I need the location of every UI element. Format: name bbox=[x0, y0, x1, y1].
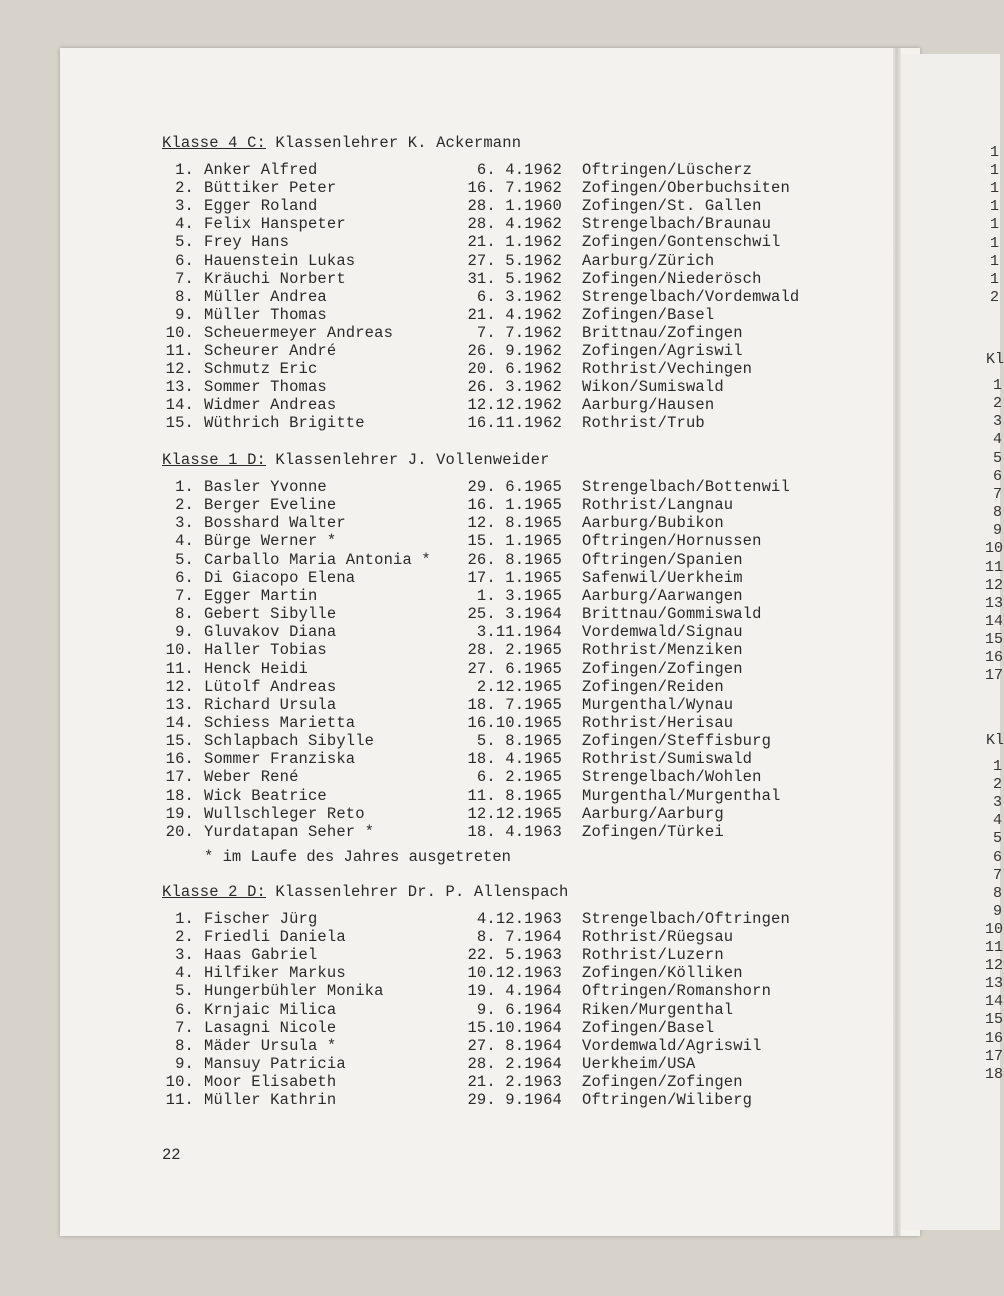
right-page-fragment: 2 bbox=[993, 395, 1003, 413]
student-row bbox=[0, 270, 1000, 288]
birth-date: 28. 1.1960 bbox=[467, 197, 562, 216]
student-number: 8. bbox=[175, 1036, 194, 1055]
residence-origin: Zofingen/Kölliken bbox=[582, 964, 743, 983]
student-row bbox=[0, 478, 1000, 496]
birth-date: 18. 4.1965 bbox=[467, 750, 562, 769]
section-header bbox=[162, 134, 521, 152]
residence-origin: Rothrist/Rüegsau bbox=[582, 928, 734, 947]
right-page-fragment: 1 bbox=[990, 270, 1000, 288]
page-number: 22 bbox=[162, 1146, 181, 1164]
student-row bbox=[0, 714, 1000, 732]
student-number: 13. bbox=[165, 695, 194, 714]
residence-origin: Zofingen/St. Gallen bbox=[582, 197, 762, 216]
student-name: Di Giacopo Elena bbox=[204, 568, 356, 587]
student-name: Weber René bbox=[204, 768, 299, 787]
birth-date: 17. 1.1965 bbox=[467, 568, 562, 587]
right-page-fragment: 18 bbox=[985, 1065, 1004, 1083]
birth-date: 18. 4.1963 bbox=[467, 822, 562, 841]
student-row bbox=[0, 623, 1000, 641]
student-name: Hauenstein Lukas bbox=[204, 251, 356, 270]
right-page-fragment: 17 bbox=[985, 667, 1004, 685]
student-row bbox=[0, 360, 1000, 378]
student-row bbox=[0, 928, 1000, 946]
student-row bbox=[0, 946, 1000, 964]
birth-date: 16. 1.1965 bbox=[467, 496, 562, 515]
right-page-fragment: 7 bbox=[993, 485, 1003, 503]
residence-origin: Zofingen/Gontenschwil bbox=[582, 233, 781, 252]
birth-date: 26. 9.1962 bbox=[467, 342, 562, 360]
student-name: Wullschleger Reto bbox=[204, 804, 365, 823]
student-name: Egger Martin bbox=[204, 586, 318, 605]
student-number: 13. bbox=[165, 378, 194, 397]
birth-date: 15. 1.1965 bbox=[467, 532, 562, 551]
right-page-fragment: 5 bbox=[993, 449, 1003, 467]
student-row bbox=[0, 732, 1000, 750]
right-page-fragment: 4 bbox=[993, 812, 1003, 830]
birth-date: 8. 7.1964 bbox=[476, 928, 562, 947]
student-name: Carballo Maria Antonia * bbox=[204, 550, 431, 569]
student-number: 19. bbox=[165, 804, 194, 823]
birth-date: 6. 2.1965 bbox=[476, 768, 562, 787]
right-page-fragment: 10 bbox=[985, 540, 1004, 558]
class-teacher: Klassenlehrer K. Ackermann bbox=[275, 134, 522, 152]
birth-date: 26. 8.1965 bbox=[467, 550, 562, 569]
student-name: Yurdatapan Seher * bbox=[204, 822, 375, 841]
student-name: Haller Tobias bbox=[204, 641, 327, 660]
student-number: 7. bbox=[175, 1018, 194, 1037]
residence-origin: Zofingen/Steffisburg bbox=[582, 732, 772, 751]
student-name: Schmutz Eric bbox=[204, 360, 318, 379]
student-number: 16. bbox=[165, 750, 194, 769]
birth-date: 6. 4.1962 bbox=[476, 161, 562, 179]
student-name: Mansuy Patricia bbox=[204, 1054, 346, 1073]
birth-date: 21. 2.1963 bbox=[467, 1072, 562, 1091]
student-name: Widmer Andreas bbox=[204, 396, 337, 415]
student-number: 18. bbox=[165, 786, 194, 805]
residence-origin: Oftringen/Lüscherz bbox=[582, 161, 753, 179]
residence-origin: Aarburg/Aarburg bbox=[582, 804, 724, 823]
student-name: Haas Gabriel bbox=[204, 946, 318, 965]
student-name: Mäder Ursula * bbox=[204, 1036, 337, 1055]
student-name: Scheuermeyer Andreas bbox=[204, 323, 394, 342]
student-number: 4. bbox=[175, 964, 194, 983]
student-name: Müller Kathrin bbox=[204, 1091, 337, 1109]
student-number: 3. bbox=[175, 946, 194, 965]
student-number: 7. bbox=[175, 586, 194, 605]
student-row bbox=[0, 1037, 1000, 1055]
student-name: Basler Yvonne bbox=[204, 478, 327, 496]
residence-origin: Rothrist/Luzern bbox=[582, 946, 724, 965]
student-number: 11. bbox=[165, 342, 194, 360]
student-number: 20. bbox=[165, 822, 194, 841]
residence-origin: Rothrist/Vechingen bbox=[582, 360, 753, 379]
right-page-fragment: 9 bbox=[993, 522, 1003, 540]
student-row bbox=[0, 324, 1000, 342]
birth-date: 4.12.1963 bbox=[476, 910, 562, 928]
birth-date: 28. 2.1965 bbox=[467, 641, 562, 660]
birth-date: 21. 4.1962 bbox=[467, 305, 562, 324]
right-page-fragment: 2 bbox=[990, 288, 1000, 306]
right-page-fragment: 1 bbox=[990, 234, 1000, 252]
birth-date: 28. 4.1962 bbox=[467, 215, 562, 234]
right-page-fragment: Kl bbox=[986, 732, 1004, 749]
residence-origin: Strengelbach/Wohlen bbox=[582, 768, 762, 787]
student-number: 12. bbox=[165, 677, 194, 696]
right-page-fragment: 5 bbox=[993, 830, 1003, 848]
residence-origin: Riken/Murgenthal bbox=[582, 1000, 734, 1019]
right-page-fragment: Kl bbox=[986, 351, 1004, 368]
birth-date: 6. 3.1962 bbox=[476, 287, 562, 306]
student-number: 5. bbox=[175, 550, 194, 569]
birth-date: 12.12.1965 bbox=[467, 804, 562, 823]
right-page-fragment: 16 bbox=[985, 1029, 1004, 1047]
right-page-fragment: 11 bbox=[985, 939, 1004, 956]
right-page-fragment: 1 bbox=[990, 252, 1000, 270]
right-page-fragment: 3 bbox=[993, 794, 1003, 812]
student-row bbox=[0, 641, 1000, 659]
student-row bbox=[0, 750, 1000, 768]
residence-origin: Zofingen/Agriswil bbox=[582, 342, 743, 360]
right-page-fragment: 14 bbox=[985, 993, 1004, 1011]
right-page-fragment: 2 bbox=[993, 776, 1003, 794]
student-name: Kräuchi Norbert bbox=[204, 269, 346, 288]
right-page-fragment: 1 bbox=[993, 758, 1003, 775]
right-page-fragment: 13 bbox=[985, 975, 1004, 993]
student-row bbox=[0, 696, 1000, 714]
birth-date: 19. 4.1964 bbox=[467, 982, 562, 1001]
birth-date: 28. 2.1964 bbox=[467, 1054, 562, 1073]
residence-origin: Oftringen/Romanshorn bbox=[582, 982, 772, 1001]
student-name: Hungerbühler Monika bbox=[204, 982, 384, 1001]
residence-origin: Rothrist/Menziken bbox=[582, 641, 743, 660]
student-row bbox=[0, 605, 1000, 623]
student-name: Sommer Franziska bbox=[204, 750, 356, 769]
birth-date: 22. 5.1963 bbox=[467, 946, 562, 965]
student-number: 5. bbox=[175, 982, 194, 1001]
student-row bbox=[0, 1001, 1000, 1019]
residence-origin: Oftringen/Hornussen bbox=[582, 532, 762, 551]
student-row bbox=[0, 678, 1000, 696]
class-label: Klasse 4 C: bbox=[162, 134, 266, 152]
student-row bbox=[0, 215, 1000, 233]
residence-origin: Strengelbach/Vordemwald bbox=[582, 287, 800, 306]
residence-origin: Safenwil/Uerkheim bbox=[582, 568, 743, 587]
student-number: 10. bbox=[165, 323, 194, 342]
student-number: 10. bbox=[165, 1072, 194, 1091]
residence-origin: Vordemwald/Agriswil bbox=[582, 1036, 762, 1055]
student-name: Gebert Sibylle bbox=[204, 605, 337, 624]
birth-date: 27. 8.1964 bbox=[467, 1036, 562, 1055]
right-page-fragment: 16 bbox=[985, 649, 1004, 667]
birth-date: 29. 6.1965 bbox=[467, 478, 562, 496]
right-page-fragment: 13 bbox=[985, 594, 1004, 612]
birth-date: 25. 3.1964 bbox=[467, 605, 562, 624]
right-page-fragment: 14 bbox=[985, 612, 1004, 630]
residence-origin: Brittnau/Zofingen bbox=[582, 323, 743, 342]
student-number: 5. bbox=[175, 233, 194, 252]
class-label: Klasse 1 D: bbox=[162, 451, 266, 469]
student-name: Scheurer André bbox=[204, 342, 337, 360]
right-page-fragment: 15 bbox=[985, 1011, 1004, 1029]
student-row bbox=[0, 982, 1000, 1000]
residence-origin: Aarburg/Hausen bbox=[582, 396, 715, 415]
student-row bbox=[0, 496, 1000, 514]
student-number: 1. bbox=[175, 910, 194, 928]
student-row bbox=[0, 413, 1003, 433]
student-name: Egger Roland bbox=[204, 197, 318, 216]
student-row bbox=[0, 587, 1000, 605]
student-row bbox=[0, 306, 1000, 324]
student-row bbox=[0, 288, 1000, 306]
student-row bbox=[0, 233, 1000, 251]
student-name: Lütolf Andreas bbox=[204, 677, 337, 696]
student-row bbox=[0, 910, 1000, 928]
birth-date: 18. 7.1965 bbox=[467, 695, 562, 714]
residence-origin: Zofingen/Niederösch bbox=[582, 269, 762, 288]
class-teacher: Klassenlehrer J. Vollenweider bbox=[275, 451, 550, 469]
student-name: Frey Hans bbox=[204, 233, 290, 252]
student-number: 17. bbox=[165, 768, 194, 787]
student-number: 12. bbox=[165, 360, 194, 379]
footnote: * im Laufe des Jahres ausgetreten bbox=[204, 848, 511, 866]
birth-date: 9. 6.1964 bbox=[476, 1000, 562, 1019]
class-teacher: Klassenlehrer Dr. P. Allenspach bbox=[275, 883, 569, 901]
right-page-fragment: 12 bbox=[985, 957, 1004, 975]
birth-date: 27. 6.1965 bbox=[467, 659, 562, 678]
residence-origin: Strengelbach/Bottenwil bbox=[582, 478, 790, 496]
residence-origin: Zofingen/Zofingen bbox=[582, 659, 743, 678]
residence-origin: Zofingen/Reiden bbox=[582, 677, 724, 696]
student-number: 6. bbox=[175, 1000, 194, 1019]
student-name: Berger Eveline bbox=[204, 496, 337, 515]
student-row bbox=[0, 1019, 1000, 1037]
right-page-fragment: 6 bbox=[993, 467, 1003, 485]
student-number: 6. bbox=[175, 251, 194, 270]
right-page-fragment: 7 bbox=[993, 866, 1003, 884]
birth-date: 16.11.1962 bbox=[467, 414, 562, 433]
student-name: Gluvakov Diana bbox=[204, 623, 337, 642]
right-page-fragment: 1 bbox=[990, 162, 1000, 180]
student-number: 7. bbox=[175, 269, 194, 288]
birth-date: 20. 6.1962 bbox=[467, 360, 562, 379]
right-page-fragment: 12 bbox=[985, 576, 1004, 594]
birth-date: 7. 7.1962 bbox=[476, 323, 562, 342]
student-name: Büttiker Peter bbox=[204, 179, 337, 198]
residence-origin: Zofingen/Basel bbox=[582, 1018, 715, 1037]
right-page-fragment: 4 bbox=[993, 431, 1003, 449]
student-name: Müller Thomas bbox=[204, 305, 327, 324]
student-number: 9. bbox=[175, 623, 194, 642]
student-row bbox=[0, 964, 1000, 982]
right-page-fragment: 1 bbox=[990, 216, 1000, 234]
student-number: 1. bbox=[175, 478, 194, 496]
right-page-fragment: 1 bbox=[990, 180, 1000, 198]
student-row bbox=[0, 197, 1000, 215]
student-number: 6. bbox=[175, 568, 194, 587]
residence-origin: Zofingen/Oberbuchsiten bbox=[582, 179, 790, 198]
student-name: Lasagni Nicole bbox=[204, 1018, 337, 1037]
birth-date: 12. 8.1965 bbox=[467, 514, 562, 533]
birth-date: 12.12.1962 bbox=[467, 396, 562, 415]
student-name: Schlapbach Sibylle bbox=[204, 732, 375, 751]
residence-origin: Aarburg/Zürich bbox=[582, 251, 715, 270]
birth-date: 31. 5.1962 bbox=[467, 269, 562, 288]
student-name: Felix Hanspeter bbox=[204, 215, 346, 234]
class-label: Klasse 2 D: bbox=[162, 883, 266, 901]
student-row bbox=[0, 805, 1000, 823]
right-page-fragment: 1 bbox=[993, 377, 1003, 394]
residence-origin: Strengelbach/Braunau bbox=[582, 215, 772, 234]
student-number: 4. bbox=[175, 532, 194, 551]
student-number: 11. bbox=[165, 659, 194, 678]
student-row bbox=[0, 342, 1000, 360]
student-row bbox=[0, 532, 1000, 550]
right-page-fragment: 8 bbox=[993, 504, 1003, 522]
residence-origin: Oftringen/Spanien bbox=[582, 550, 743, 569]
residence-origin: Murgenthal/Wynau bbox=[582, 695, 734, 714]
student-number: 2. bbox=[175, 928, 194, 947]
student-number: 3. bbox=[175, 197, 194, 216]
student-row bbox=[0, 1055, 1000, 1073]
residence-origin: Aarburg/Bubikon bbox=[582, 514, 724, 533]
residence-origin: Murgenthal/Murgenthal bbox=[582, 786, 781, 805]
birth-date: 29. 9.1964 bbox=[467, 1091, 562, 1109]
student-row bbox=[0, 551, 1000, 569]
student-name: Müller Andrea bbox=[204, 287, 327, 306]
student-number: 4. bbox=[175, 215, 194, 234]
right-page-fragment: 3 bbox=[993, 413, 1003, 431]
student-number: 1. bbox=[175, 161, 194, 179]
birth-date: 1. 3.1965 bbox=[476, 586, 562, 605]
student-name: Sommer Thomas bbox=[204, 378, 327, 397]
right-page-fragment: 8 bbox=[993, 884, 1003, 902]
student-number: 9. bbox=[175, 1054, 194, 1073]
student-name: Bürge Werner * bbox=[204, 532, 337, 551]
student-number: 10. bbox=[165, 641, 194, 660]
student-name: Richard Ursula bbox=[204, 695, 337, 714]
residence-origin: Wikon/Sumiswald bbox=[582, 378, 724, 397]
residence-origin: Uerkheim/USA bbox=[582, 1054, 696, 1073]
residence-origin: Rothrist/Trub bbox=[582, 414, 705, 433]
birth-date: 11. 8.1965 bbox=[467, 786, 562, 805]
student-number: 2. bbox=[175, 496, 194, 515]
right-page-fragment: 1 bbox=[990, 198, 1000, 216]
student-name: Henck Heidi bbox=[204, 659, 308, 678]
birth-date: 21. 1.1962 bbox=[467, 233, 562, 252]
student-row bbox=[0, 1073, 1000, 1091]
section-header bbox=[162, 883, 568, 901]
student-row bbox=[0, 377, 1003, 397]
residence-origin: Zofingen/Türkei bbox=[582, 822, 724, 841]
residence-origin: Zofingen/Basel bbox=[582, 305, 715, 324]
residence-origin: Oftringen/Wiliberg bbox=[582, 1091, 753, 1109]
birth-date: 15.10.1964 bbox=[467, 1018, 562, 1037]
student-name: Anker Alfred bbox=[204, 161, 318, 179]
student-name: Wüthrich Brigitte bbox=[204, 414, 365, 433]
birth-date: 16. 7.1962 bbox=[467, 179, 562, 198]
student-name: Hilfiker Markus bbox=[204, 964, 346, 983]
student-number: 14. bbox=[165, 396, 194, 415]
student-name: Wick Beatrice bbox=[204, 786, 327, 805]
student-name: Schiess Marietta bbox=[204, 713, 356, 732]
birth-date: 3.11.1964 bbox=[476, 623, 562, 642]
student-name: Fischer Jürg bbox=[204, 910, 318, 928]
birth-date: 5. 8.1965 bbox=[476, 732, 562, 751]
student-row bbox=[0, 823, 1000, 841]
residence-origin: Aarburg/Aarwangen bbox=[582, 586, 743, 605]
residence-origin: Strengelbach/Oftringen bbox=[582, 910, 790, 928]
student-number: 2. bbox=[175, 179, 194, 198]
right-page-fragment: 1 bbox=[990, 144, 1000, 161]
student-row bbox=[0, 161, 1000, 179]
birth-date: 16.10.1965 bbox=[467, 713, 562, 732]
student-name: Friedli Daniela bbox=[204, 928, 346, 947]
student-row bbox=[0, 660, 1000, 678]
residence-origin: Zofingen/Zofingen bbox=[582, 1072, 743, 1091]
student-number: 15. bbox=[165, 414, 194, 433]
student-number: 15. bbox=[165, 732, 194, 751]
birth-date: 2.12.1965 bbox=[476, 677, 562, 696]
right-page-fragment: 11 bbox=[985, 558, 1004, 576]
student-number: 9. bbox=[175, 305, 194, 324]
birth-date: 26. 3.1962 bbox=[467, 378, 562, 397]
student-number: 8. bbox=[175, 287, 194, 306]
residence-origin: Rothrist/Sumiswald bbox=[582, 750, 753, 769]
right-page-fragment: 17 bbox=[985, 1047, 1004, 1065]
student-row bbox=[0, 569, 1000, 587]
right-page-fragment: 10 bbox=[985, 920, 1004, 938]
student-name: Moor Elisabeth bbox=[204, 1072, 337, 1091]
student-number: 3. bbox=[175, 514, 194, 533]
student-number: 8. bbox=[175, 605, 194, 624]
student-row bbox=[0, 1091, 1000, 1109]
student-row bbox=[0, 179, 1000, 197]
residence-origin: Vordemwald/Signau bbox=[582, 623, 743, 642]
student-row bbox=[0, 252, 1000, 270]
student-row bbox=[0, 395, 1003, 415]
student-row bbox=[0, 768, 1000, 786]
student-row bbox=[0, 514, 1000, 532]
student-number: 14. bbox=[165, 713, 194, 732]
birth-date: 10.12.1963 bbox=[467, 964, 562, 983]
right-page-fragment: 15 bbox=[985, 631, 1004, 649]
right-page-fragment: 9 bbox=[993, 902, 1003, 920]
student-name: Bosshard Walter bbox=[204, 514, 346, 533]
student-number: 11. bbox=[165, 1091, 194, 1109]
student-row bbox=[0, 787, 1000, 805]
student-name: Krnjaic Milica bbox=[204, 1000, 337, 1019]
residence-origin: Brittnau/Gommiswald bbox=[582, 605, 762, 624]
birth-date: 27. 5.1962 bbox=[467, 251, 562, 270]
right-page-fragment: 6 bbox=[993, 848, 1003, 866]
section-header bbox=[162, 451, 550, 469]
residence-origin: Rothrist/Herisau bbox=[582, 713, 734, 732]
residence-origin: Rothrist/Langnau bbox=[582, 496, 734, 515]
